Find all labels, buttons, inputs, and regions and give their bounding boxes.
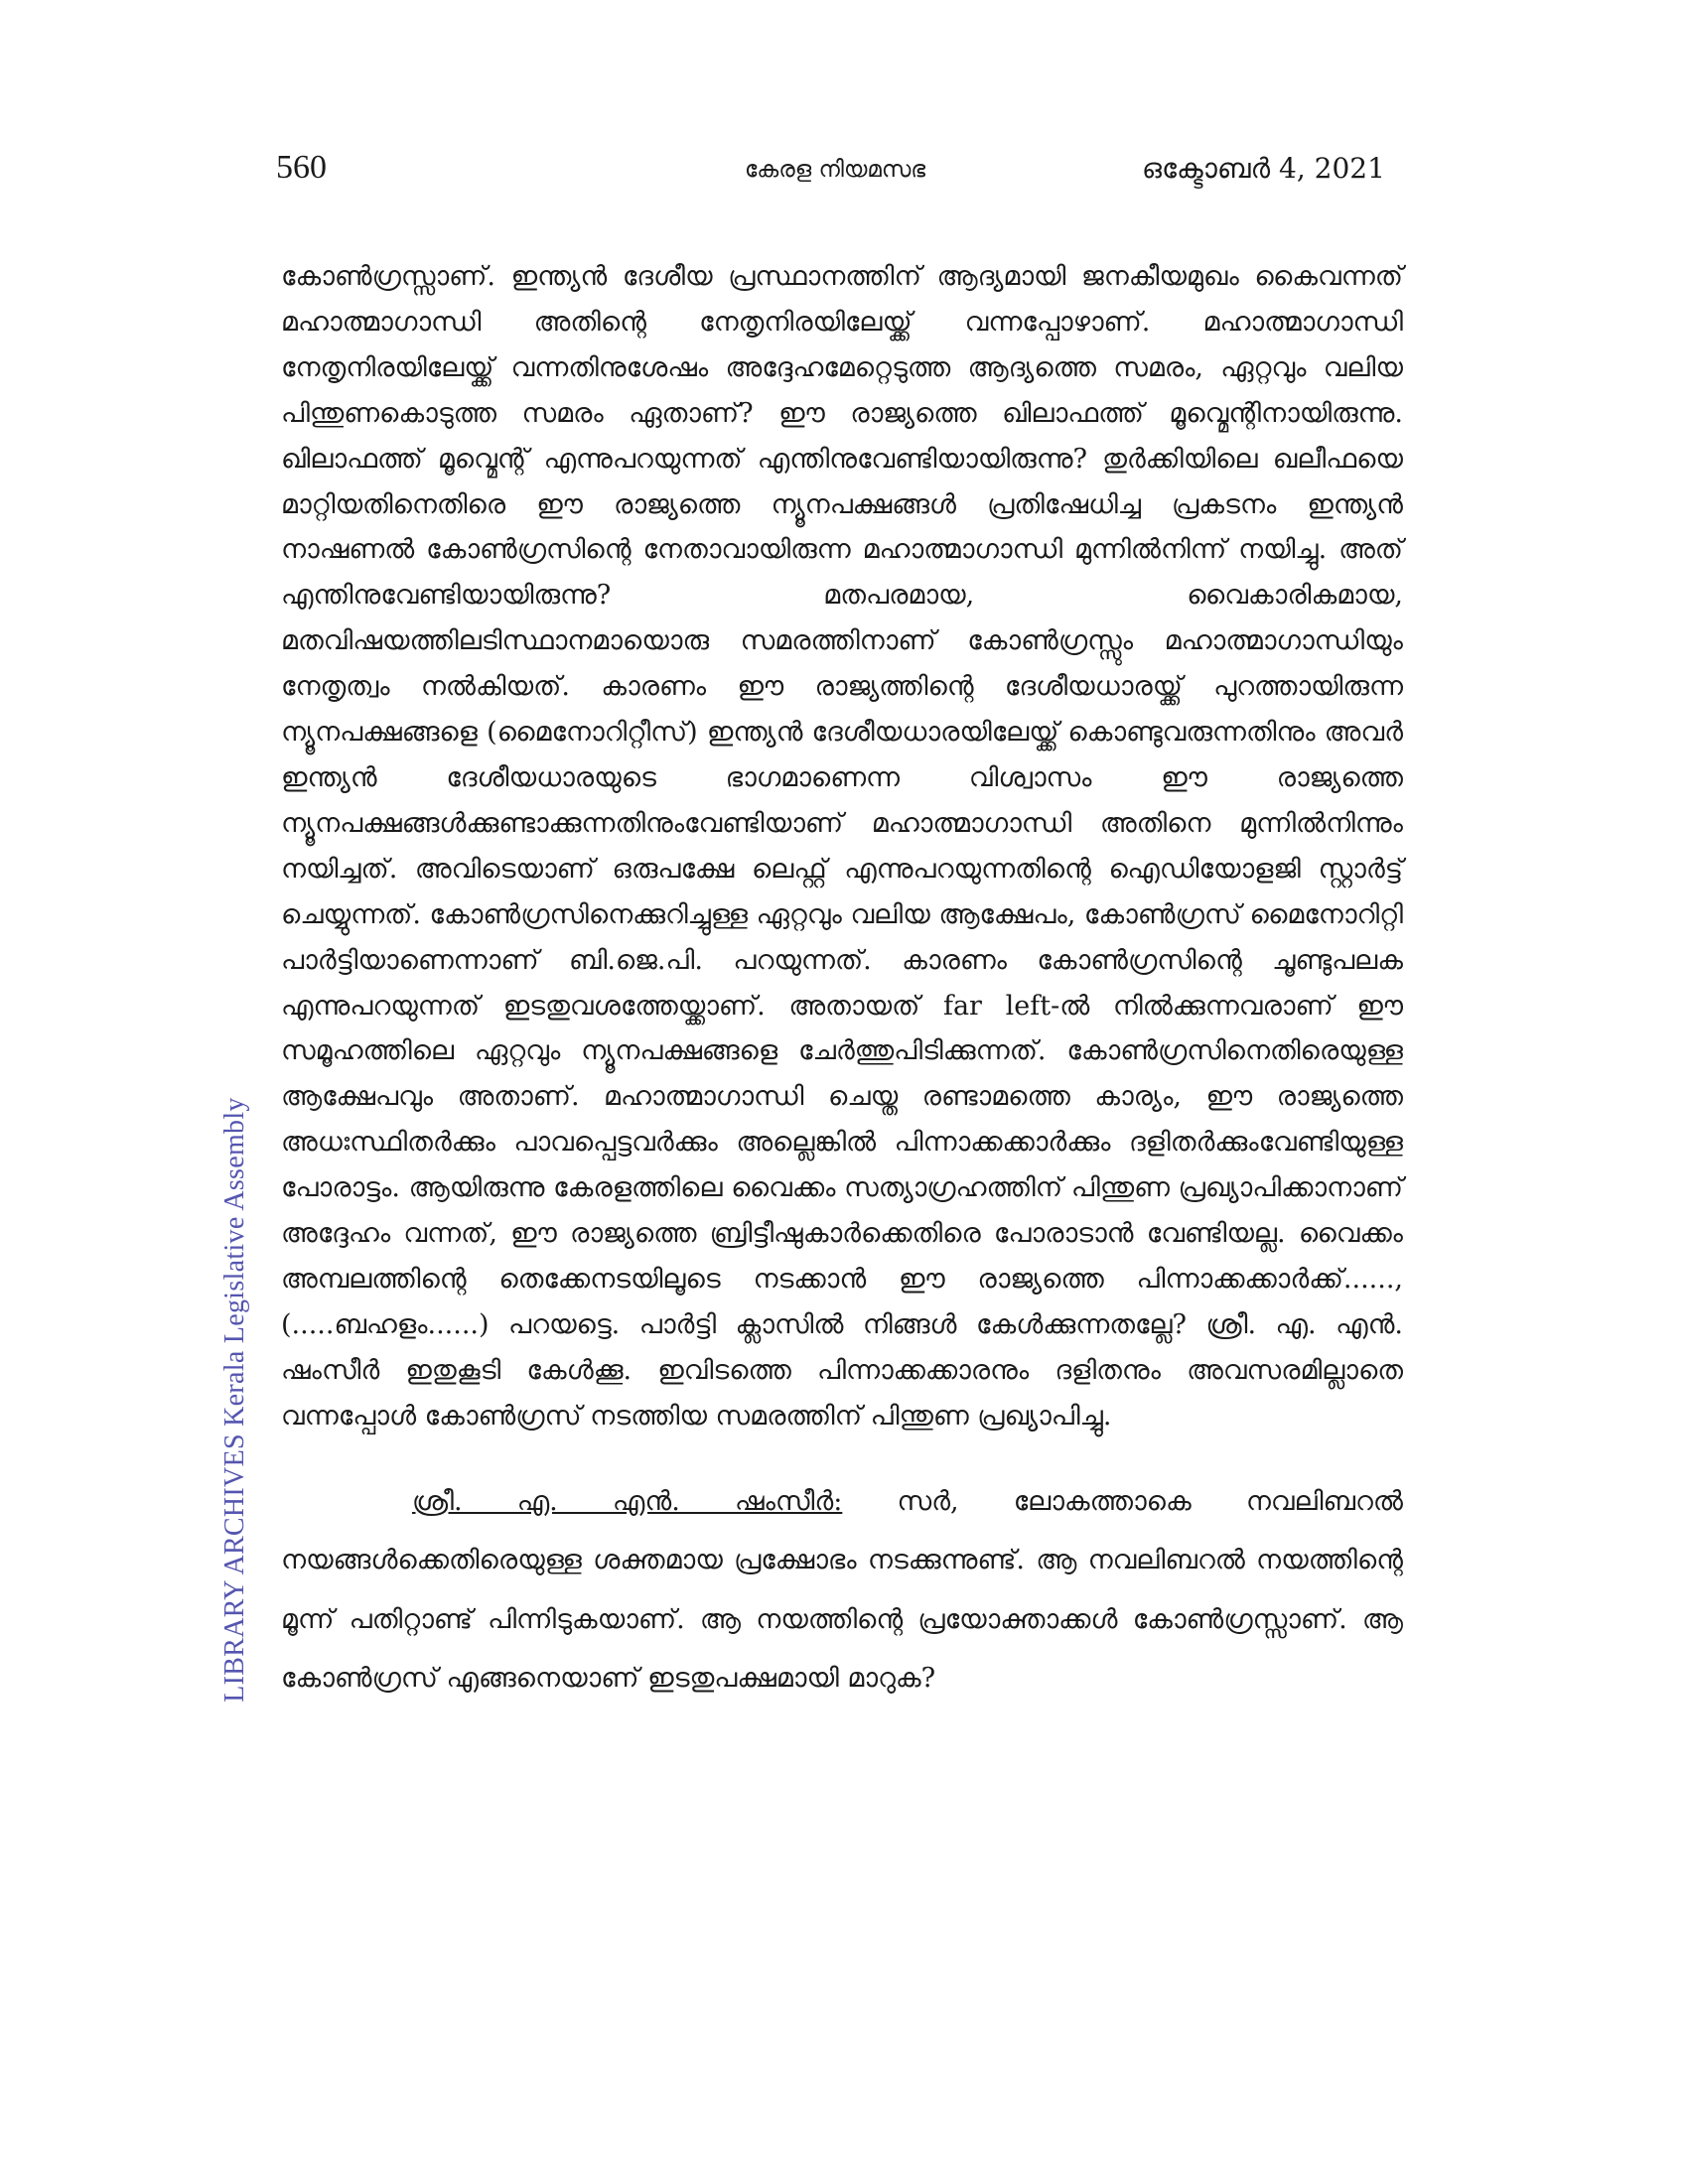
- archive-watermark: LIBRARY ARCHIVES Kerala Legislative Assembly: [219, 1097, 250, 1703]
- speaker-name: ശ്രീ. എ. എൻ. ഷംസീർ:: [412, 1485, 843, 1517]
- running-title: കേരള നിയമസഭ: [745, 157, 926, 183]
- page-number: 560: [276, 149, 327, 186]
- document-body: [281, 254, 1403, 1708]
- page-date: ഒക്ടോബർ 4, 2021: [1142, 152, 1385, 185]
- paragraph-reply: [281, 1472, 1403, 1708]
- paragraph-speech: കോൺഗ്രസ്സാണ്. ഇന്ത്യൻ ദേശീയ പ്രസ്ഥാനത്തിന് ആദ്യമായി ജനകീയമുഖം കൈവന്നത് മഹാത്മാഗാന്ധി അതിന്റെ നേതൃനിരയിലേയ്ക്ക് വന്നപ്പോഴാണ്. മഹാത്മാഗാന്ധി നേതൃനിരയിലേയ്ക്ക് വന്നതിനുശേഷം അദ്ദേഹമേറ്റെടുത്ത ആദ്യത്തെ സമരം, ഏറ്റവും വലിയ പിന്തുണകൊടുത്ത സമരം ഏതാണ്? ഈ രാജ്യത്തെ ഖിലാഫത്ത് മൂവ്മെന്റിനായിരുന്നു. ഖിലാഫത്ത് മൂവ്മെന്റ് എന്നുപറയുന്നത് എന്തിനുവേണ്ടിയായിരുന്നു? തുർക്കിയിലെ ഖലീഫയെ മാറ്റിയതിനെതിരെ ഈ രാജ്യത്തെ ന്യൂനപക്ഷങ്ങൾ പ്രതിഷേധിച്ച പ്രകടനം ഇന്ത്യൻ നാഷണൽ കോൺഗ്രസിന്റെ നേതാവായിരുന്ന മഹാത്മാഗാന്ധി മുന്നിൽനിന്ന് നയിച്ചു. അത് എന്തിനുവേണ്ടിയായിരുന്നു? മതപരമായ, വൈകാരികമായ, മതവിഷയത്തിലടിസ്ഥാനമായൊരു സമരത്തിനാണ് കോൺഗ്രസ്സും മഹാത്മാഗാന്ധിയും നേതൃത്വം നൽകിയത്. കാരണം ഈ രാജ്യത്തിന്റെ ദേശീയധാരയ്ക്ക് പുറത്തായിരുന്ന ന്യൂനപക്ഷങ്ങളെ (മൈനോറിറ്റീസ്) ഇന്ത്യൻ ദേശീയധാരയിലേയ്ക്ക് കൊണ്ടുവരുന്നതിനും അവർ ഇന്ത്യൻ ദേശീയധാരയുടെ ഭാഗമാണെന്ന വിശ്വാസം ഈ രാജ്യത്തെ ന്യൂനപക്ഷങ്ങൾക്കുണ്ടാക്കുന്നതിനുംവേണ്ടിയാണ് മഹാത്മാഗാന്ധി അതിനെ മുന്നിൽനിന്നും നയിച്ചത്. അവിടെയാണ് ഒരുപക്ഷേ ലെഫ്റ്റ് എന്നുപറയുന്നതിന്റെ ഐഡിയോളജി സ്റ്റാർട്ട് ചെയ്യുന്നത്. കോൺഗ്രസിനെക്കുറിച്ചുള്ള ഏറ്റവും വലിയ ആക്ഷേപം, കോൺഗ്രസ് മൈനോറിറ്റി പാർട്ടിയാണെന്നാണ് ബി.ജെ.പി. പറയുന്നത്. കാരണം കോൺഗ്രസിന്റെ ചൂണ്ടുപലക എന്നുപറയുന്നത് ഇടതുവശത്തേയ്ക്കാണ്. അതായത് far left-ൽ നിൽക്കുന്നവരാണ് ഈ സമൂഹത്തിലെ ഏറ്റവും ന്യൂനപക്ഷങ്ങളെ ചേർത്തുപിടിക്കുന്നത്. കോൺഗ്രസിനെതിരെയുള്ള ആക്ഷേപവും അതാണ്. മഹാത്മാഗാന്ധി ചെയ്ത രണ്ടാമത്തെ കാര്യം, ഈ രാജ്യത്തെ അധഃസ്ഥിതർക്കും പാവപ്പെട്ടവർക്കും അല്ലെങ്കിൽ പിന്നാക്കക്കാർക്കും ദളിതർക്കുംവേണ്ടിയുള്ള പോരാട്ടം. ആയിരുന്നു കേരളത്തിലെ വൈക്കം സത്യാഗ്രഹത്തിന് പിന്തുണ പ്രഖ്യാപിക്കാനാണ് അദ്ദേഹം വന്നത്, ഈ രാജ്യത്തെ ബ്രിട്ടീഷുകാർക്കെതിരെ പോരാടാൻ വേണ്ടിയല്ല. വൈക്കം അമ്പലത്തിന്റെ തെക്കേനടയിലൂടെ നടക്കാൻ ഈ രാജ്യത്തെ പിന്നാക്കക്കാർക്ക്......, (.....ബഹളം......) പറയട്ടെ. പാർട്ടി ക്ലാസിൽ നിങ്ങൾ കേൾക്കുന്നതല്ലേ? ശ്രീ. എ. എൻ. ഷംസീർ ഇതുകൂടി കേൾക്കൂ. ഇവിടത്തെ പിന്നാക്കക്കാരനും ദളിതനും അവസരമില്ലാതെ വന്നപ്പോൾ കോൺഗ്രസ് നടത്തിയ സമരത്തിന് പിന്തുണ പ്രഖ്യാപിച്ചു.: [281, 261, 1403, 1432]
- reply-text: സർ, ലോകത്താകെ നവലിബറൽ നയങ്ങൾക്കെതിരെയുള്ള ശക്തമായ പ്രക്ഷോഭം നടക്കുന്നുണ്ട്. ആ നവലിബറൽ നയത്തിന്റെ മൂന്ന് പതിറ്റാണ്ട് പിന്നിടുകയാണ്. ആ നയത്തിന്റെ പ്രയോക്താക്കൾ കോൺഗ്രസ്സാണ്. ആ കോൺഗ്രസ് എങ്ങനെയാണ് ഇടതുപക്ഷമായി മാറുക?: [281, 1485, 1403, 1695]
